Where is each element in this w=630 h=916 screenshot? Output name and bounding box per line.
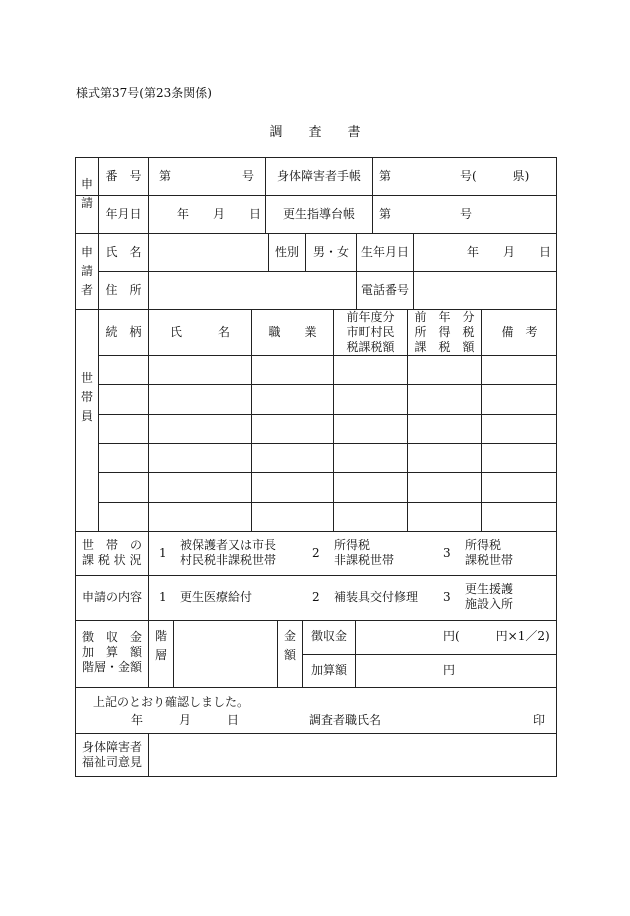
confirmation-text: 上記のとおり確認しました。: [93, 695, 250, 709]
guidance-ledger-label: 更生指導台帳: [282, 207, 355, 221]
seal-mark: 印: [533, 713, 546, 727]
form-number-label: 様式第37号(第23条関係): [76, 86, 212, 100]
tier-field[interactable]: [174, 621, 277, 687]
request-option-1-number: 1: [159, 590, 167, 604]
applicant-name-field[interactable]: [149, 234, 268, 271]
date-label: 年月日: [105, 207, 142, 221]
date-value: 年 月 日: [177, 207, 262, 221]
welfare-opinion-label: 身体障害者 福祉司意見: [82, 740, 143, 769]
household-section-label: 世 帯 員: [80, 371, 93, 423]
sex-options[interactable]: 男・女: [312, 245, 349, 259]
handbook-prefix: 第: [379, 169, 392, 183]
tax-option-3-number: 3: [443, 546, 451, 560]
number-prefix: 第: [159, 169, 172, 183]
fee-label: 徴 収 金 加 算 額 階層・金額: [82, 630, 143, 674]
address-field[interactable]: [149, 272, 356, 309]
addition-label: 加算額: [310, 663, 347, 677]
collection-label: 徴収金: [310, 629, 347, 643]
applicant-section-label: 申 請 者: [80, 245, 93, 297]
application-section-label: 申 請: [80, 177, 93, 210]
request-option-3-text[interactable]: 更生援護 施設入所: [465, 582, 514, 611]
name-label: 氏 名: [105, 245, 142, 259]
request-option-3-number: 3: [443, 590, 451, 604]
tax-option-1-text[interactable]: 被保護者又は市長 村民税非課税世帯: [180, 538, 277, 567]
number-suffix: 号: [242, 169, 255, 183]
birth-date-label: 生年月日: [360, 245, 409, 259]
request-option-2-number: 2: [312, 590, 320, 604]
amount-label: 金 額: [283, 629, 296, 662]
request-option-2-text[interactable]: 補装具交付修理: [334, 590, 419, 604]
handbook-label: 身体障害者手帳: [276, 169, 361, 183]
tax-option-1-number: 1: [159, 546, 167, 560]
column-remarks: 備 考: [501, 325, 538, 339]
investigation-form-table: [75, 157, 557, 777]
column-income-tax: 前 年 分 所 得 税 課 税 額: [414, 310, 475, 354]
tax-option-2-number: 2: [312, 546, 320, 560]
investigator-label: 調査者職氏名: [309, 713, 382, 727]
phone-label: 電話番号: [360, 283, 409, 297]
document-title: 調 査 書: [269, 125, 361, 140]
sex-label: 性別: [274, 245, 299, 259]
tax-option-2-text[interactable]: 所得税 非課税世帯: [334, 538, 395, 567]
column-relation: 続 柄: [105, 325, 142, 339]
column-name: 氏 名: [169, 325, 230, 339]
column-municipal-tax: 前年度分 市町村民 税課税額: [346, 310, 395, 354]
collection-value: 円( 円×1／2): [443, 629, 550, 643]
birth-date-value: 年 月 日: [467, 245, 552, 259]
tier-label: 階 層: [154, 629, 167, 662]
guidance-prefix: 第: [379, 207, 392, 221]
confirmation-date: 年 月 日: [131, 713, 240, 727]
address-label: 住 所: [105, 283, 142, 297]
handbook-suffix: 号( 県): [460, 169, 530, 183]
column-occupation: 職 業: [268, 325, 317, 339]
tax-option-3-text[interactable]: 所得税 課税世帯: [465, 538, 514, 567]
request-label: 申請の内容: [82, 590, 143, 604]
guidance-suffix: 号: [460, 207, 473, 221]
tax-status-label: 世 帯 の 課 税 状 況: [82, 538, 143, 567]
request-option-1-text[interactable]: 更生医療給付: [180, 590, 253, 604]
phone-field[interactable]: [414, 272, 556, 309]
welfare-opinion-field[interactable]: [149, 734, 556, 776]
addition-value: 円: [443, 663, 456, 677]
number-label: 番 号: [105, 169, 142, 183]
